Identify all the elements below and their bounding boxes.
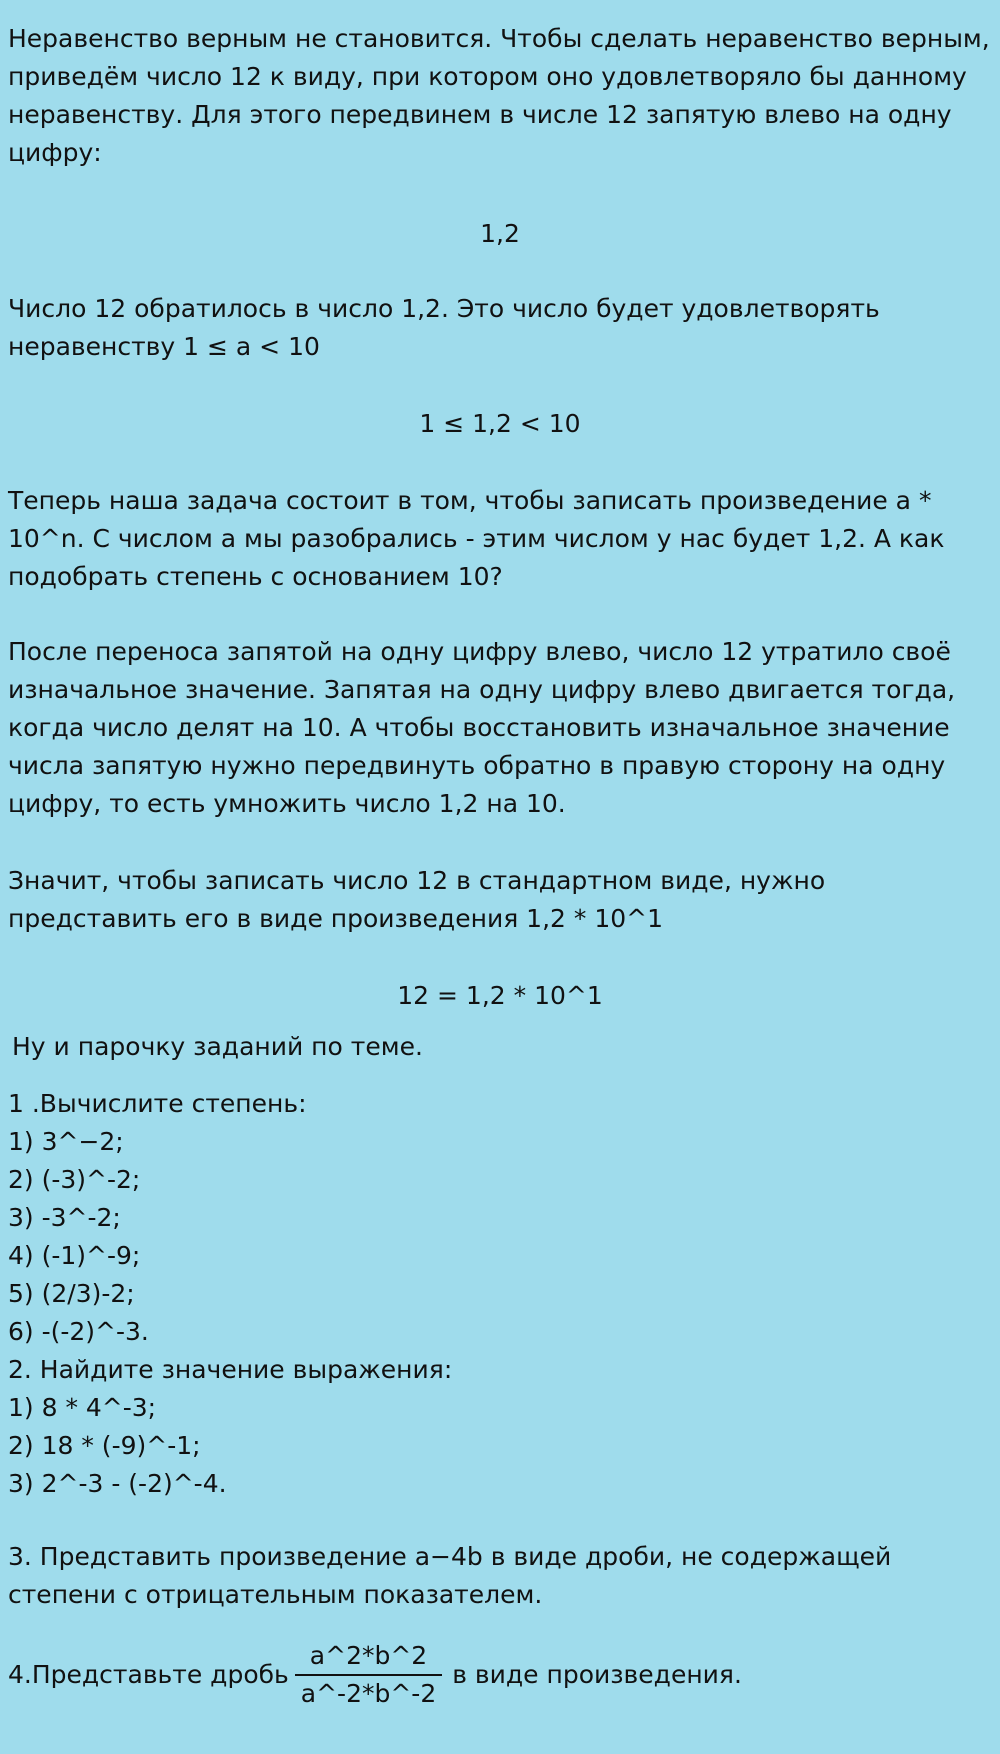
fraction-denominator: a^-2*b^-2	[300, 1679, 437, 1708]
paragraph-task-goal: Теперь наша задача состоит в том, чтобы записать произведение a * 10^n. С числом a мы разобрались - этим числом у нас будет 1,2. А как подобрать степень с основанием 10?	[8, 486, 945, 591]
task-1-item: 2) (-3)^-2;	[8, 1165, 141, 1194]
tasks-intro: Ну и парочку заданий по теме.	[12, 1032, 423, 1061]
task-1-item: 6) -(-2)^-3.	[8, 1317, 149, 1346]
task-2-item: 2) 18 * (-9)^-1;	[8, 1431, 201, 1460]
equation-inequality: 1 ≤ 1,2 < 10	[419, 409, 581, 438]
paragraph-number-transformed: Число 12 обратилось в число 1,2. Это число будет удовлетворять неравенству 1 ≤ a < 10	[8, 294, 880, 361]
equation-standard-form: 12 = 1,2 * 10^1	[397, 981, 603, 1010]
task-2-item: 1) 8 * 4^-3;	[8, 1393, 157, 1422]
task-1-item: 4) (-1)^-9;	[8, 1241, 141, 1270]
paragraph-inequality-fix: Неравенство верным не становится. Чтобы сделать неравенство верным, приведём число 12 к виду, при котором оно удовлетворяло бы данному неравенству. Для этого передвинем в числе 12 запятую влево на одну цифру:	[8, 24, 990, 167]
task-2-item: 3) 2^-3 - (-2)^-4.	[8, 1469, 227, 1498]
task-1-item: 1) 3^−2;	[8, 1127, 124, 1156]
equation-1-2: 1,2	[480, 219, 520, 248]
fraction-numerator: a^2*b^2	[295, 1640, 442, 1676]
task-1-item: 5) (2/3)-2;	[8, 1279, 135, 1308]
task-1-title: 1 .Вычислите степень:	[8, 1089, 307, 1118]
fraction	[295, 1640, 442, 1710]
task-4-prefix: 4.Представьте дробь	[8, 1660, 289, 1689]
task-1-item: 3) -3^-2;	[8, 1203, 121, 1232]
task-4	[8, 1640, 992, 1710]
task-2-title: 2. Найдите значение выражения:	[8, 1355, 453, 1384]
paragraph-comma-shift: После переноса запятой на одну цифру влево, число 12 утратило своё изначальное значение. Запятая на одну цифру влево двигается тогда, когда число делят на 10. А чтобы восстановить изначальное значение числа запятую нужно передвинуть обратно в правую сторону на одну цифру, то есть умножить число 1,2 на 10.	[8, 637, 956, 818]
task-3: 3. Представить произведение a−4b в виде дроби, не содержащей степени с отрицательным показателем.	[8, 1542, 892, 1609]
paragraph-standard-form: Значит, чтобы записать число 12 в стандартном виде, нужно представить его в виде произведения 1,2 * 10^1	[8, 866, 826, 933]
task-4-suffix: в виде произведения.	[452, 1660, 742, 1689]
task-1-block	[8, 1085, 992, 1503]
